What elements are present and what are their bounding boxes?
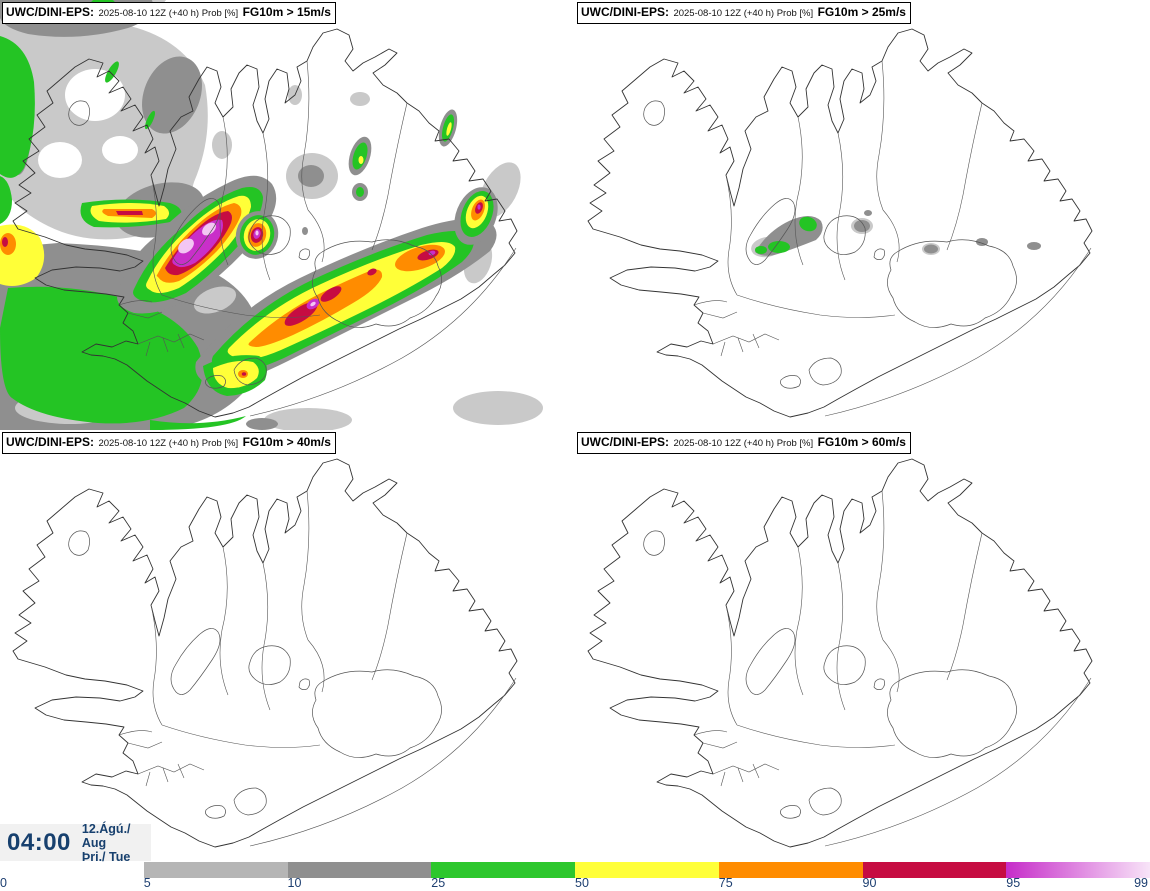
map-panel-fg40 [0,430,575,860]
iceland-map-fg15 [0,0,575,430]
run-info-label: 2025-08-10 12Z (+40 h) Prob [%] [98,438,239,449]
iceland-map-fg40 [0,430,575,860]
colorbar-tick: 95 [1006,876,1021,890]
panel-title-fg15 [2,2,336,24]
model-label: UWC/DINI-EPS: [6,5,94,19]
threshold-label: FG10m > 40m/s [242,435,331,449]
colorbar-tick: 10 [287,876,302,890]
probability-field [0,0,543,430]
threshold-label: FG10m > 15m/s [242,5,331,19]
colorbar-tick: 99 [1134,876,1148,890]
iceland-coastline [588,459,1092,847]
valid-date-line2: Þri./ Tue [81,849,131,864]
threshold-label: FG10m > 60m/s [817,435,906,449]
valid-time-box [0,821,151,864]
run-info-label: 2025-08-10 12Z (+40 h) Prob [%] [673,438,814,449]
panel-title-fg40 [2,432,336,454]
map-panel-fg25 [575,0,1150,430]
colorbar-tick: 90 [862,876,877,890]
model-label: UWC/DINI-EPS: [581,435,669,449]
iceland-map-fg25 [575,0,1150,430]
threshold-label: FG10m > 25m/s [817,5,906,19]
map-panel-fg60 [575,430,1150,860]
valid-date-line1: 12.Ágú./ Aug [81,821,131,850]
colorbar-tick: 25 [431,876,446,890]
panel-title-fg60 [577,432,911,454]
colorbar-tick: 5 [143,876,151,890]
iceland-map-fg60 [575,430,1150,860]
panel-title-fg25 [577,2,911,24]
model-label: UWC/DINI-EPS: [6,435,94,449]
model-label: UWC/DINI-EPS: [581,5,669,19]
iceland-coastline [588,29,1092,417]
run-info-label: 2025-08-10 12Z (+40 h) Prob [%] [98,8,239,19]
valid-time: 04:00 [7,828,71,856]
run-info-label: 2025-08-10 12Z (+40 h) Prob [%] [673,8,814,19]
colorbar-tick: 50 [575,876,589,890]
valid-date [82,822,151,864]
colorbar-tick: 0 [0,876,7,890]
colorbar-tick: 75 [718,876,733,890]
colorbar-ticks [0,876,1150,891]
iceland-coastline [13,459,517,847]
map-panel-fg15 [0,0,575,430]
